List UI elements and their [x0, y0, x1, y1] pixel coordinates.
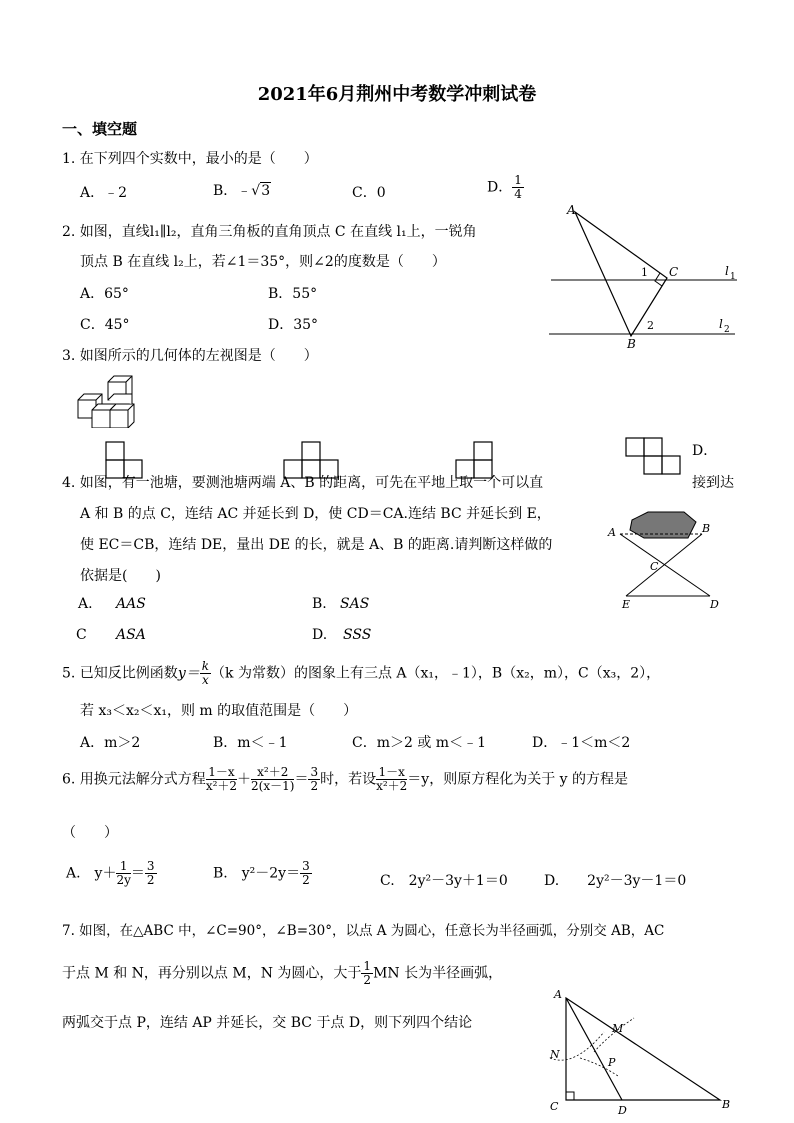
- label-c: C: [669, 265, 679, 279]
- q3-option-d-view: [624, 436, 684, 480]
- q7-line3: 两弧交于点 P，连结 AP 并延长，交 BC 于点 D，则下列四个结论: [62, 1015, 473, 1031]
- q5-option-c: C．m＞2 或 m＜﹣1: [352, 735, 486, 751]
- label-a: A: [608, 526, 616, 539]
- label-b: B: [722, 1098, 731, 1111]
- label-e: E: [622, 598, 631, 611]
- q2-figure: [545, 198, 745, 353]
- q1-option-d: D． $\frac{1}{4}$: [487, 173, 522, 201]
- q6-option-b: B. y²－2y＝ $\frac{3}{2}$: [213, 859, 310, 887]
- q4-option-d-label: D.: [312, 627, 328, 643]
- q7-line1: 7. 如图，在△ABC 中，∠C=90°，∠B=30°，以点 A 为圆心，任意长为半径画弧，分别交 AB，AC: [62, 923, 665, 939]
- q6-line1: 6. 用换元法解分式方程 $\frac{1-x}{\text{x²＋2}}$ ＋ $\frac{\text{x²＋2}}{2(x-1)}$ ＝ $\frac{3}{2}$ 时，若设 $\frac{1-x}{\text{x²＋2}}$ ＝y，则原方程化为关于 y 的方程是: [62, 765, 629, 793]
- q4-option-c-label: C: [76, 627, 87, 643]
- q3-option-d-label: D．: [692, 443, 718, 459]
- q4-line3: 使 EC＝CB，连结 DE，量出 DE 的长，就是 A、B 的距离.请判断这样做的: [80, 537, 553, 553]
- q2-option-a: A．65°: [80, 286, 129, 302]
- q4-line1-end: 接到达: [692, 475, 734, 491]
- q4-figure: [604, 504, 734, 612]
- q7-figure: [544, 988, 744, 1120]
- q2-option-c: C．45°: [80, 317, 130, 333]
- segment-ad: [620, 534, 710, 596]
- page-title: 2021年6月荆州中考数学冲刺试卷: [257, 84, 537, 105]
- triangle-abc: [575, 212, 667, 336]
- label-angle-2: 2: [647, 319, 654, 332]
- q4-option-c: ASA: [116, 627, 146, 643]
- q4-line4: 依据是( ): [80, 568, 161, 584]
- q4-line2: A 和 B 的点 C，连结 AC 并延长到 D，使 CD＝CA.连结 BC 并延长到 E，: [80, 506, 551, 522]
- q1-option-c: C．0: [352, 185, 386, 201]
- label-n: N: [550, 1048, 560, 1061]
- q4-option-b: SAS: [340, 596, 370, 612]
- q4-line1: 4. 如图，有一池塘，要测池塘两端 A、B 的距离，可先在平地上取一个可以直: [62, 475, 544, 491]
- label-c: C: [650, 560, 659, 573]
- q1-option-b: B．﹣√3: [213, 183, 271, 199]
- q1-stem: 1. 在下列四个实数中，最小的是（ ）: [62, 151, 318, 167]
- label-angle-1: 1: [641, 266, 648, 279]
- label-d: D: [618, 1104, 627, 1117]
- q4-option-d: SSS: [343, 627, 372, 643]
- q2-line2: 顶点 B 在直线 l₂上，若∠1＝35°，则∠2的度数是（ ）: [80, 254, 446, 270]
- section-heading: 一、填空题: [62, 120, 138, 138]
- label-l1-sub: 1: [730, 272, 736, 282]
- q4-option-a-label: A.: [78, 596, 93, 612]
- q4-option-b-label: B.: [312, 596, 327, 612]
- q1-option-a: A．﹣2: [80, 185, 128, 201]
- label-p: P: [608, 1056, 616, 1069]
- q5-line2: 若 x₃＜x₂＜x₁，则 m 的取值范围是（ ）: [80, 703, 358, 719]
- q6-paren: （ ）: [62, 825, 118, 841]
- label-b: B: [627, 337, 636, 351]
- q5-line1: 5. 已知反比例函数y＝ $\frac{k}{x}$ （k 为常数）的图象上有三点 A（x₁，﹣1），B（x₂，m），C（x₃，2），: [62, 659, 661, 687]
- q5-option-a: A．m＞2: [80, 735, 141, 751]
- label-l2: l: [719, 317, 723, 331]
- label-a: A: [554, 988, 562, 1001]
- segment-be: [626, 534, 702, 596]
- q4-option-a: AAS: [116, 596, 146, 612]
- label-c: C: [550, 1100, 559, 1113]
- label-m: M: [612, 1022, 624, 1035]
- q5-option-b: B．m＜﹣1: [213, 735, 288, 751]
- q6-option-d: D. 2y²－3y－1＝0: [544, 873, 687, 889]
- q2-line1: 2. 如图，直线l₁∥l₂，直角三角板的直角顶点 C 在直线 l₁上，一锐角: [62, 224, 477, 240]
- label-b: B: [702, 522, 711, 535]
- right-angle-mark: [566, 1092, 574, 1100]
- label-d: D: [710, 598, 719, 611]
- q6-option-c: C. 2y²－3y＋1＝0: [380, 873, 508, 889]
- q5-option-d: D．﹣1＜m＜2: [532, 735, 631, 751]
- q6-option-a: A. y＋ $\frac{1}{2y}$ ＝ $\frac{3}{2}$: [66, 859, 155, 887]
- q2-option-b: B．55°: [268, 286, 318, 302]
- label-l1: l: [725, 264, 729, 278]
- q3-solid-figure: [74, 370, 144, 428]
- segment-ad: [566, 998, 622, 1100]
- q2-option-d: D．35°: [268, 317, 319, 333]
- q3-stem: 3. 如图所示的几何体的左视图是（ ）: [62, 348, 318, 364]
- q7-line2: 于点 M 和 N，再分别以点 M，N 为圆心，大于 $\frac{1}{2}$ MN 长为半径画弧，: [62, 959, 503, 987]
- label-l2-sub: 2: [724, 325, 730, 335]
- triangle-abc: [566, 998, 720, 1100]
- label-a: A: [567, 203, 576, 217]
